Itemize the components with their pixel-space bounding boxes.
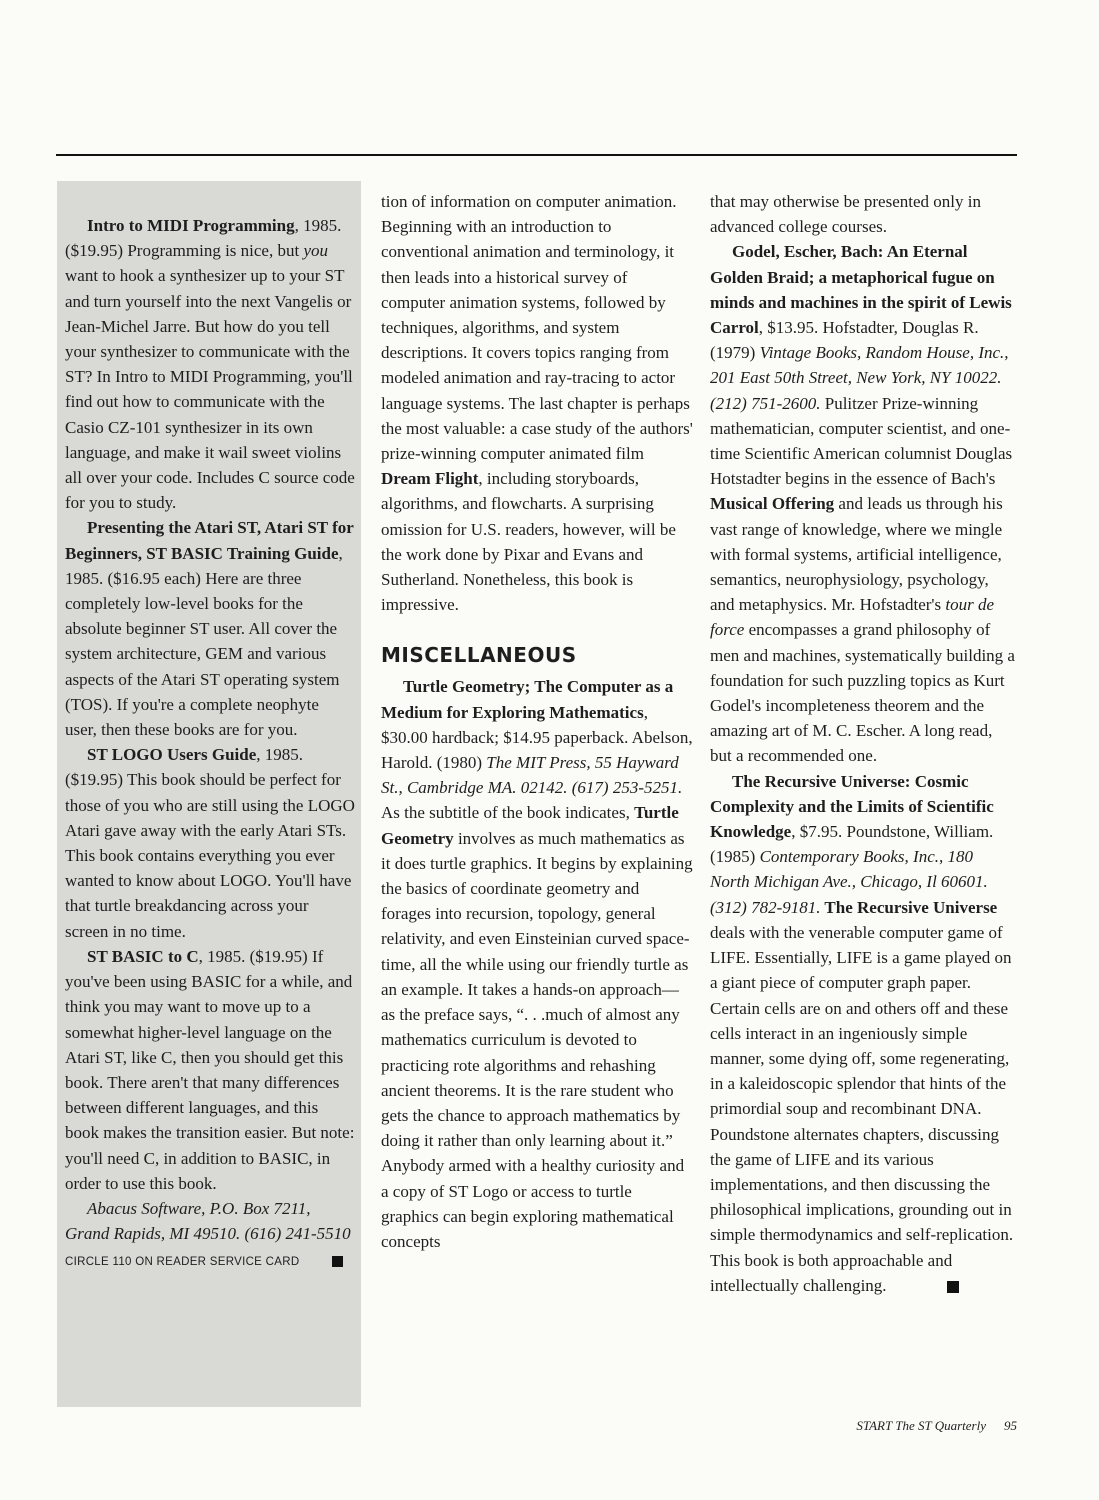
animation-review-continued: tion of information on computer animation. Beginning with an introduction to conventional animation and terminology, it then leads into a historical survey of computer animation systems, followed by techniques, algorithms, and system descriptions. It covers topics ranging from modeled animation and ray-tracing to actor language systems. The last chapter is perhaps the most valuable: a case study of the authors' prize-winning computer animated film Dream Flight, including storyboards, algorithms, and flowcharts. A surprising omission for U.S. readers, however, will be the work done by Pixar and Evans and Sutherland. Nonetheless, this book is impressive.: [381, 192, 693, 615]
review-presenting-atari: Presenting the Atari ST, Atari ST for Beginners, ST BASIC Training Guide, 1985. ($16.95 each) Here are three completely low-level books for the absolute beginner ST user. All cover the system architecture, GEM and various aspects of the Atari ST operating system (TOS). If you're a complete neophyte user, then these books are for you.: [65, 518, 354, 740]
book-title: Presenting the Atari ST, Atari ST for Beginners, ST BASIC Training Guide: [65, 518, 354, 563]
review-st-logo: ST LOGO Users Guide, 1985. ($19.95) This book should be perfect for those of you who are still using the LOGO Atari gave away with the early Atari STs. This book contains everything you ever wanted to know about LOGO. You'll have that turtle breakdancing across your screen in no time.: [65, 745, 355, 941]
review-midi: Intro to MIDI Programming, 1985. ($19.95) Programming is nice, but you want to hook a synthesizer up to your ST and turn yourself into the next Vangelis or Jean-Michel Jarre. But how do you tell your synthesizer to communicate with the ST? In Intro to MIDI Programming, you'll find out how to communicate with the Casio CZ-101 synthesizer in its own language, and make it wail sweet violins all over your code. Includes C source code for you to study.: [65, 216, 355, 513]
review-basic-to-c: ST BASIC to C, 1985. ($19.95) If you've been using BASIC for a while, and think you may want to move up to a somewhat higher-level language on the Atari ST, like C, then you should get this book. There aren't that many differences between different languages, and this book makes the transition easier. But note: you'll need C, in addition to BASIC, in order to use this book.: [65, 946, 355, 1193]
book-title: ST LOGO Users Guide: [87, 745, 257, 765]
turtle-review-continued: that may otherwise be presented only in advanced college courses.: [710, 192, 981, 237]
header-rule: [56, 154, 1017, 156]
end-mark-icon: [947, 1281, 959, 1293]
book-title: ST BASIC to C: [87, 946, 199, 966]
sidebar-book-reviews: [57, 181, 361, 1407]
section-heading: MISCELLANEOUS: [381, 643, 577, 668]
review-godel-escher-bach: Godel, Escher, Bach: An Eternal Golden Braid; a metaphorical fugue on minds and machines in the spirit of Lewis Carrol, $13.95. Hofstadter, Douglas R. (1979) Vintage Books, Random House, Inc., 201 East 50th Street, New York, NY 10022. (212) 751-2600. Pulitzer Prize-winning mathematician, computer scientist, and one-time Scientific American columnist Douglas Hotstadter begins in the essence of Bach's Musical Offering and leads us through his vast range of knowledge, where we mingle with formal systems, artificial intelligence, semantics, neurophysiology, psychology, and metaphysics. Mr. Hofstadter's tour de force encompasses a grand philosophy of men and machines, systematically building a foundation for such puzzling topics as Kurt Godel's incompleteness theorem and the amazing art of M. C. Escher. A long read, but a recommended one.: [710, 242, 1015, 766]
end-mark-icon: [332, 1256, 343, 1267]
magazine-name: START The ST Quarterly: [856, 1418, 986, 1433]
book-title: Turtle Geometry; The Computer as a Medium for Exploring Mathematics: [381, 677, 674, 722]
book-title: Godel, Escher, Bach: An Eternal Golden Braid; a metaphorical fugue on minds and machines in the spirit of Lewis Carrol: [710, 242, 1012, 338]
column-two: [381, 189, 693, 1254]
column-three: [710, 189, 1016, 1298]
review-turtle-geometry: Turtle Geometry; The Computer as a Medium for Exploring Mathematics, $30.00 hardback; $14.95 paperback. Abelson, Harold. (1980) The MIT Press, 55 Hayward St., Cambridge MA. 02142. (617) 253-5251. As the subtitle of the book indicates, Turtle Geometry involves as much mathematics as it does turtle graphics. It begins by explaining the basics of coordinate geometry and forages into recursion, topology, general relativity, and even Einsteinian curved space-time, all the while using our friendly turtle as an example. It takes a hands-on approach—as the preface says, “. . .much of almost any mathematics curriculum is devoted to practicing rote algorithms and rehashing ancient theorems. It is the rare student who gets the chance to approach mathematics by doing it rather than only learning about it.” Anybody armed with a healthy curiosity and a copy of ST Logo or access to turtle graphics can begin exploring mathematical concepts: [381, 677, 693, 1251]
book-title: Intro to MIDI Programming: [87, 216, 295, 235]
publisher-address: Abacus Software, P.O. Box 7211, Grand Rapids, MI 49510. (616) 241-5510: [65, 1198, 351, 1244]
page-footer: [856, 1418, 1017, 1434]
book-title: The Recursive Universe: Cosmic Complexity and the Limits of Scientific Knowledge: [710, 771, 994, 842]
review-recursive-universe: The Recursive Universe: Cosmic Complexity and the Limits of Scientific Knowledge, $7.95. Poundstone, William. (1985) Contemporary Books, Inc., 180 North Michigan Ave., Chicago, Il 60601. (312) 782-9181. The Recursive Universe deals with the venerable computer game of LIFE. Essentially, LIFE is a game played on a giant piece of computer graph paper. Certain cells are on and others off and these cells interact in an ingeniously simple manner, some dying off, some regenerating, in a kaleidoscopic splendor that hints of the primordial soup and recombinant DNA. Poundstone alternates chapters, discussing the game of LIFE and its various implementations, and then discussing the philosophical implications, grounding out in simple thermodynamics and self-replication. This book is both approachable and intellectually challenging.: [710, 771, 1014, 1295]
page-number: 95: [1004, 1418, 1017, 1433]
reader-service-line: CIRCLE 110 ON READER SERVICE CARD: [65, 1250, 355, 1275]
